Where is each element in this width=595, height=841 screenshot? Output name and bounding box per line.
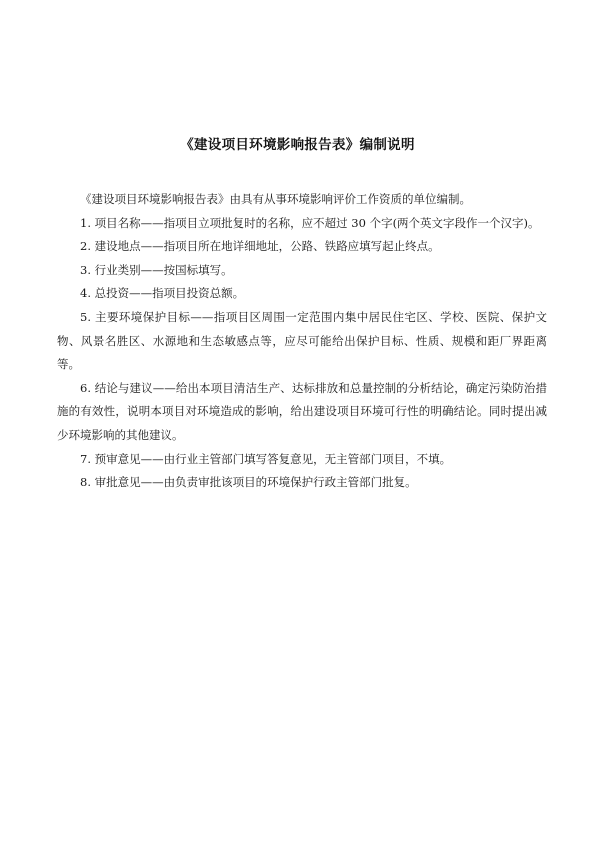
item-approval-opinion: 8. 审批意见——由负责审批该项目的环境保护行政主管部门批复。	[80, 475, 417, 490]
item-construction-site: 2. 建设地点——指项目所在地详细地址，公路、铁路应填写起止终点。	[80, 239, 440, 254]
item-preliminary-review: 7. 预审意见——由行业主管部门填写答复意见，无主管部门项目，不填。	[80, 451, 452, 466]
item-conclusions: 6. 结论与建议——给出本项目清洁生产、达标排放和总量控制的分析结论，确定污染防治措施的有效性，说明本项目对环境造成的影响，给出建设项目环境可行性的明确结论。同时提出减少环境影响的其他建议。	[57, 380, 547, 442]
intro-paragraph: 《建设项目环境影响报告表》由具有从事环境影响评价工作资质的单位编制。	[80, 192, 471, 206]
item-total-investment: 4. 总投资——指项目投资总额。	[80, 286, 245, 301]
document-title: 《建设项目环境影响报告表》编制说明	[180, 137, 415, 153]
item-project-name: 1. 项目名称——指项目立项批复时的名称，应不超过 30 个字(两个英文字段作一个汉字)。	[80, 215, 540, 230]
item-industry-category: 3. 行业类别——按国标填写。	[80, 262, 233, 277]
item-protection-targets: 5. 主要环境保护目标——指项目区周围一定范围内集中居民住宅区、学校、医院、保护文物、风景名胜区、水源地和生态敏感点等，应尽可能给出保护目标、性质、规模和距厂界距离等。	[57, 309, 547, 372]
document-body	[57, 188, 547, 495]
